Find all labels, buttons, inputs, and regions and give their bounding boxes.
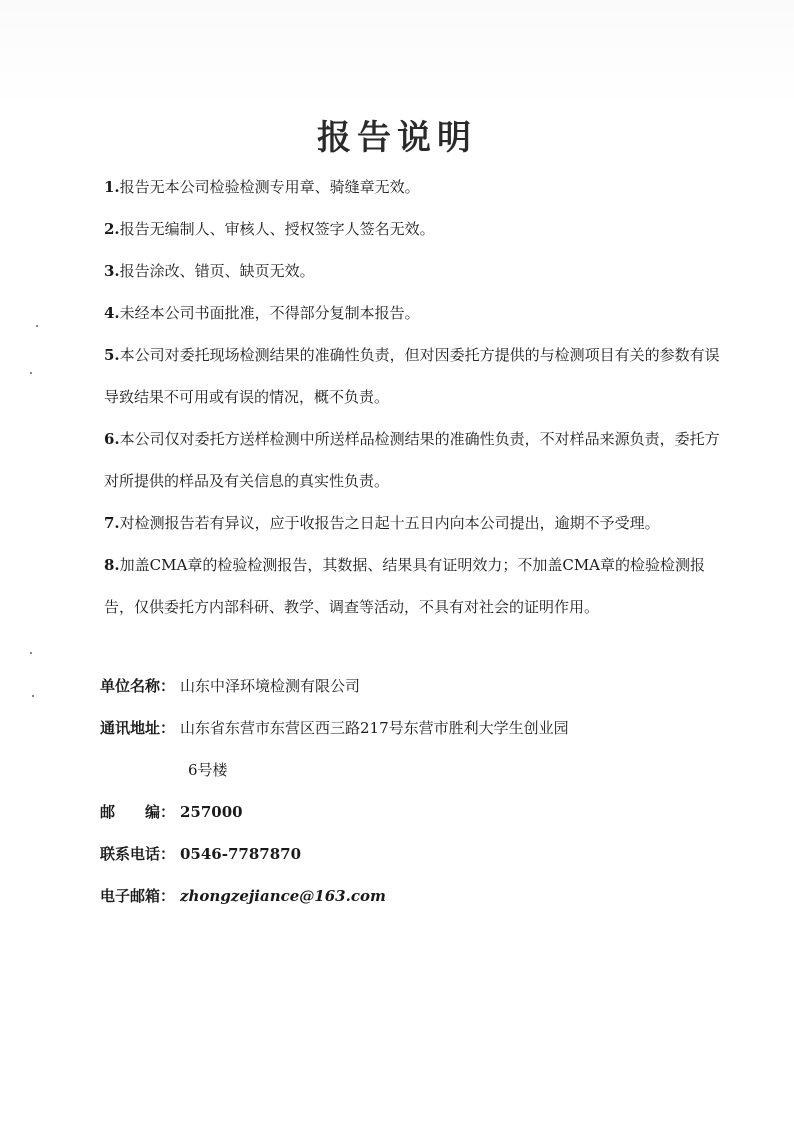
postcode-row [100,791,720,833]
postcode-label: 邮 编： [100,803,176,821]
note-item [104,250,724,292]
postcode-value: 257000 [180,803,243,821]
scan-speck [30,652,32,654]
scan-speck [30,372,32,374]
phone-value: 0546-7787870 [180,845,302,863]
note-item [104,292,724,334]
address-value-line2: 6号楼 [188,761,228,779]
phone-row [100,833,720,875]
note-item [104,544,724,628]
note-number: 8. [104,556,120,574]
note-number: 3. [104,262,120,280]
note-item [104,334,724,418]
email-value: zhongzejiance@163.com [180,887,386,905]
note-number: 1. [104,178,120,196]
scan-speck [36,325,38,327]
report-notes-list [104,166,724,628]
note-number: 5. [104,346,120,364]
page-title: 报告说明 [317,118,477,158]
note-text: 报告涂改、错页、缺页无效。 [119,262,315,280]
unit-label: 单位名称： [100,677,176,695]
note-item [104,208,724,250]
address-label: 通讯地址： [100,719,176,737]
note-number: 7. [104,514,120,532]
note-item [104,502,724,544]
address-row [100,707,720,749]
note-text: 报告无本公司检验检测专用章、骑缝章无效。 [119,178,420,196]
note-item [104,166,724,208]
address-value: 山东省东营市东营区西三路217号东营市胜利大学生创业园 [180,719,569,737]
phone-label: 联系电话： [100,845,176,863]
note-number: 4. [104,304,120,322]
note-text: 本公司对委托现场检测结果的准确性负责，但对因委托方提供的与检测项目有关的参数有误导致结果不可用或有误的情况，概不负责。 [104,346,720,406]
unit-row [100,665,720,707]
unit-value: 山东中泽环境检测有限公司 [180,677,361,695]
address-row-continued [100,749,720,791]
email-row [100,875,720,917]
note-text: 本公司仅对委托方送样检测中所送样品检测结果的准确性负责，不对样品来源负责，委托方对所提供的样品及有关信息的真实性负责。 [104,430,720,490]
note-number: 6. [104,430,120,448]
email-label: 电子邮箱： [100,887,176,905]
note-number: 2. [104,220,120,238]
contact-block [100,665,720,917]
note-text: 对检测报告若有异议，应于收报告之日起十五日内向本公司提出，逾期不予受理。 [119,514,660,532]
scan-speck [32,695,34,697]
scan-shading [0,0,794,110]
note-text: 未经本公司书面批准，不得部分复制本报告。 [119,304,420,322]
note-item [104,418,724,502]
note-text: 报告无编制人、审核人、授权签字人签名无效。 [119,220,435,238]
note-text: 加盖CMA章的检验检测报告，其数据、结果具有证明效力；不加盖CMA章的检验检测报告，仅供委托方内部科研、教学、调查等活动，不具有对社会的证明作用。 [104,556,706,616]
